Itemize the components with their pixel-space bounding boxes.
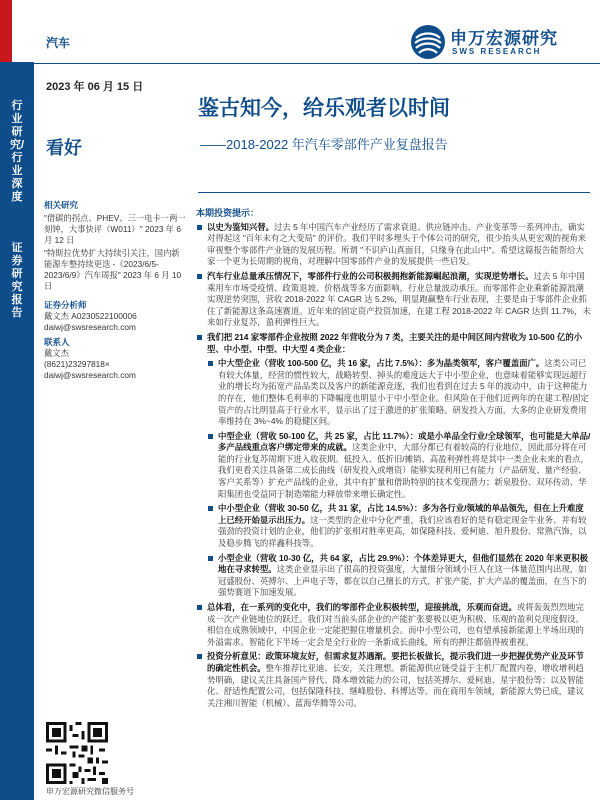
report-subtitle: ——2018-2022 年汽车零部件产业复盘报告 xyxy=(200,137,448,152)
summary-bullet xyxy=(196,271,592,329)
contact-email[interactable]: daiwj@swsresearch.com xyxy=(44,370,136,380)
sws-logo xyxy=(410,20,585,70)
bullet-body-text: 这类企业中，大部分都已有着较高的行业地位，因此部分将在可能的行业复苏周期下进入收获期。低投入、低折旧/摊销、高盈利弹性将是其中一类企业未来的看点，我们更看关注具备第二成长曲线（研发投入或增资）能够实现利用已有能力（产品研发、量产经验、客户关系等）扩充产品线的企业，其中有扩量和借助特别的技术变现潜力；新泉股份、双环传动、华阳集团也受益同于制造端能力释放带来增长确定性。 xyxy=(218,442,589,499)
bullet-lead-text: 中小型企业（营收 30-50 亿，共 31 家，占比 14.5%）：多为各行业/领域的单品领先，但在上升难度上已经开始显示出压力。 xyxy=(218,503,584,525)
bullet-body-text: 这一类型的企业中分化严重，我们应该看好的是有稳定现金牛业务、并有较强劲的投资计划的企业，他们的扩张相对胜率更高，如保隆科技、爱柯迪、旭升股份、常熟汽饰，以及稳步腾飞的祥鑫科技等。 xyxy=(218,514,587,549)
summary-bullet xyxy=(196,651,592,709)
related-research-item[interactable]: "特斯拉优势扩大持续引关注，国内新能源车整持续更迭 -《2023/6/5-2023/6/9》汽车周报" 2023 年 6 月 10 日 xyxy=(44,248,182,291)
analyst-email[interactable]: daiwj@swsresearch.com xyxy=(44,322,136,332)
summary-bullet xyxy=(196,602,592,648)
bullet-body-text: 过去 5 年中国乘用车市场受疫情、政策退坡、价格战等多方面影响，行业总量波动承压。而零部件企业乘新能源浪潮实现逆势突围，营收 2018-2022 年 CAGR 达 5.2%，明显跑赢整车行业表现，主要是由于零部件企业抓住了新能源这条高速赛道。近年来的固定资产投资加速，在建工程 2018-2022 年 CAGR 达到 11.7%，未来如行业复苏，盈利弹性巨大。 xyxy=(207,270,591,328)
qr-caption: 申万宏源研究微信服务号 xyxy=(46,787,134,796)
summary-list xyxy=(196,222,592,710)
bullet-body-text: 这类企业显示出了很高的投资强度，大量细分领域小巨人在这一体量范围内出现，如冠盛股份、英搏尔、上声电子等，都在以自己擅长的方式，扩张产能，扩大产品的覆盖面，在当下的强势赛道下加速发展。 xyxy=(218,564,587,598)
qr-code xyxy=(46,722,108,784)
contact-name: 戴文杰 xyxy=(44,348,69,358)
summary-bullet xyxy=(196,222,592,268)
summary-sub-bullet xyxy=(196,553,592,599)
bullet-body-text: 整车推荐比亚迪、长安，关注理想。新能源供应链受益于主机厂配置内卷，增收增利趋势明确，建议关注具备国产替代、降本增效能力的公司，包括英搏尔、爱柯迪、星宇股份等；以及智能化、舒适性配置公司，包括保隆科技、继峰股份、科博达等。而在商用车领域，新能源大势已成，建议关注湘川智能（机械）、蓝海华腾等公司。 xyxy=(207,662,584,708)
related-research-label: 相关研究 xyxy=(44,200,79,210)
sidebar-label-industry: 行业研究/行业深度 xyxy=(9,100,25,203)
summary-heading: 本期投资提示： xyxy=(196,208,260,218)
contact-phone: (8621)23297818× xyxy=(44,359,110,369)
bullet-lead-text: 投资分析意见：政策环境友好，但需求复苏遇渐。要把长板做长，提示我们进一步把握优势产业及环节的确定性机会。 xyxy=(207,651,584,673)
bullet-lead-text: 汽车行业总量承压情况下，零部件行业的公司积极拥抱新能源崛起浪潮，实现逆势增长。 xyxy=(207,270,534,281)
related-research-list xyxy=(44,213,186,292)
summary-sub-bullet xyxy=(196,431,592,501)
bullet-lead-text: 我们把 214 家零部件企业按照 2022 年营收分为 7 类，主要关注的是中间区间内营收为 10-500 亿的小型、中小型、中型、中大型 4 类企业： xyxy=(207,331,583,354)
investment-summary xyxy=(196,208,592,712)
top-red-accent xyxy=(0,0,12,62)
summary-bullet xyxy=(196,332,592,355)
sector-label: 汽车 xyxy=(46,36,71,50)
bullet-body-text: 这类公司已有较大体量，经营的惯性较大，战略转型、掉头的难度远大于中小型企业，也意味着能够实现远超行业的增长均为拓宽产品品类以及客户的新能源竞逐，我们也看到在过去 5 年的波动中，由于这种能力的存在，他们整体毛利率的下降幅度也明显小于中小型企业。但风险在于他们近两年的在建工程/固定资产的占比明显高于行业水平，显示出了过于激进的扩张策略。研发投入方面，大多的企业研发费用率维持在 3%~4% 的稳健区间。 xyxy=(218,358,589,427)
summary-sub-bullet xyxy=(196,358,592,428)
sws-logo-icon xyxy=(410,24,446,60)
bullet-lead-text: 以史为鉴知兴替。 xyxy=(207,221,274,232)
related-research-item[interactable]: "借碳的拐点、PHEV、三一电卡一两一刻钟，大事快评（W011）" 2023 年 6 月 12 日 xyxy=(44,213,186,245)
logo-text-cn: 申万宏源研究 xyxy=(450,29,558,48)
rating-label: 看好 xyxy=(46,138,82,158)
logo-text-en: SWS RESEARCH xyxy=(452,47,542,56)
analyst-label: 证券分析师 xyxy=(44,300,87,310)
bullet-lead-text: 中大型企业（营收 100-500 亿，共 16 家，占比 7.5%）：多为晶类领军，客户覆盖面广。 xyxy=(218,358,545,369)
left-info-column xyxy=(44,200,186,381)
contact-label: 联系人 xyxy=(44,337,70,347)
report-title: 鉴古知今，给乐观者以时间 xyxy=(198,97,450,120)
bullet-body-text: 或将轰轰烈烈地完成一次产业链地位的跃迁。我们对当前头部企业的产能扩张要极以更为积极、乐观的盈利兑现度假设。相信在成熟领域中，中国企业一定能把握住增量机会。而中小型公司，也有望承接新能源上半场出现的外溢需求。智能化下半场一定会是全行业的一条新成长曲线，所有的押注都值得被重视。 xyxy=(207,602,584,647)
summary-sub-bullet xyxy=(196,503,592,549)
report-date: 2023 年 06 月 15 日 xyxy=(46,81,144,93)
bullet-lead-text: 中型企业（营收 50-100 亿，共 25 家，占比 11.7%）：或是小单品全行业/全球领军，也可能是大单品/多产品线重点客户绑定带来的成就。 xyxy=(218,430,591,453)
bullet-lead-text: 小型企业（营收 10-30 亿，共 64 家，占比 29.9%）：个体差异更大，但他们显然在 2020 年来更积极地在寻求转型。 xyxy=(218,552,588,575)
bullet-body-text: 过去 5 年中国汽车产业经历了需求衰退、供应链冲击、产业变革等一系列冲击，确实对得起这 "百年未有之大变局" 的评价。我们平时多埋头于个体公司的研究，很少抬头从更宏观的视角来审视整个零部件产业链的发展历程。所谓 "不识庐山真面目，只缘身在此山中"。希望这篇报告能帮给大家一个更为长周期的视角，对理解中国零部件产业的发展提供一些启发。 xyxy=(207,221,587,267)
sidebar-label-report: 证券研究报告 xyxy=(11,242,23,319)
bullet-lead-text: 总体看，在一系列的变化中，我们的零部件企业积极转型，迎接挑战，乐观而奋进。 xyxy=(207,602,517,612)
analyst-name: 戴文杰 A0230522100006 xyxy=(44,311,137,321)
title-divider xyxy=(198,192,590,193)
